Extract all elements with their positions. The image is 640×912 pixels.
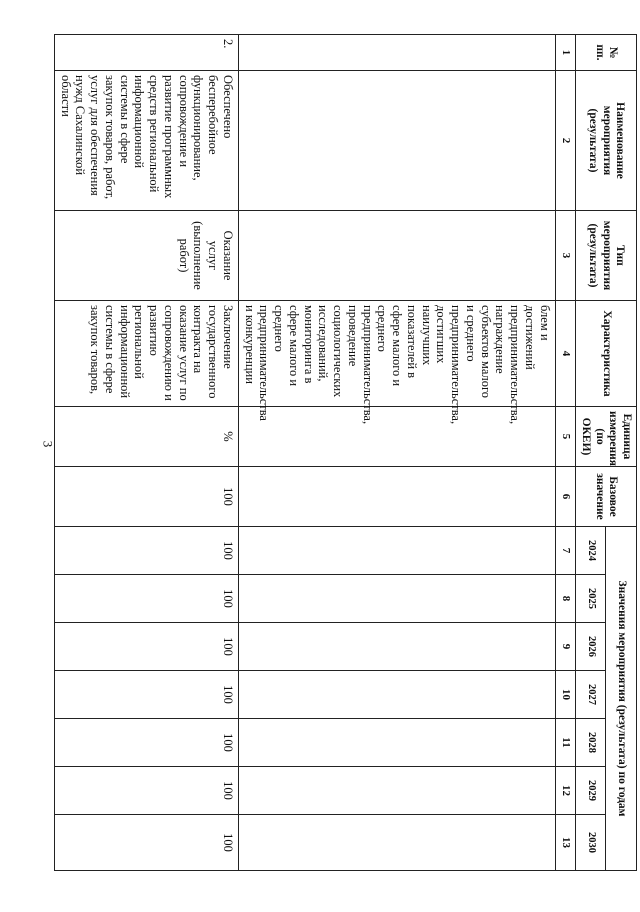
cell-num bbox=[239, 35, 556, 71]
cell-value bbox=[239, 575, 556, 623]
cell-value bbox=[239, 767, 556, 815]
cell-value bbox=[239, 671, 556, 719]
cell-value: 100 bbox=[55, 815, 239, 871]
plan-table bbox=[54, 34, 637, 871]
cell-name bbox=[239, 71, 556, 211]
header-year: 2029 bbox=[575, 767, 606, 815]
rotated-table-frame bbox=[58, 34, 637, 870]
header-characteristic: Характеристика bbox=[575, 301, 636, 407]
header-year: 2026 bbox=[575, 623, 606, 671]
cell-characteristic: блем и достижений предпринимательства, награждение субъектов малого и среднего предпринимательства, достигших наилучших показателей в сфере малого и среднего предпринимательства, проведение социологических исследований, мониторинга в сфере малого и среднего предпринимательства и конкуренции bbox=[239, 301, 556, 407]
header-num: № пп. bbox=[575, 35, 636, 71]
header-year: 2027 bbox=[575, 671, 606, 719]
header-type: Тип мероприятия (результата) bbox=[575, 211, 636, 301]
column-number: 12 bbox=[555, 767, 575, 815]
column-number: 6 bbox=[555, 467, 575, 527]
cell-value: 100 bbox=[55, 767, 239, 815]
header-unit: Единица измерения (по ОКЕИ) bbox=[575, 407, 636, 467]
header-year: 2024 bbox=[575, 527, 606, 575]
header-base: Базовое значение bbox=[575, 467, 636, 527]
column-number: 13 bbox=[555, 815, 575, 871]
cell-value bbox=[239, 527, 556, 575]
page-number: 3 bbox=[40, 440, 56, 448]
cell-base: 100 bbox=[55, 467, 239, 527]
cell-characteristic: Заключение государственного контракта на оказание услуг по сопровождению и развитию региональной информационной системы в сфере закупок товаров, bbox=[55, 301, 239, 407]
cell-value: 100 bbox=[55, 527, 239, 575]
cell-type bbox=[239, 211, 556, 301]
cell-value bbox=[239, 623, 556, 671]
column-number: 7 bbox=[555, 527, 575, 575]
column-number: 2 bbox=[555, 71, 575, 211]
cell-value bbox=[239, 719, 556, 767]
table-row bbox=[55, 35, 239, 871]
cell-type: Оказание услуг (выполнение работ) bbox=[55, 211, 239, 301]
cell-base bbox=[239, 467, 556, 527]
table-row bbox=[239, 35, 556, 871]
column-number: 4 bbox=[555, 301, 575, 407]
cell-value bbox=[239, 815, 556, 871]
header-year: 2025 bbox=[575, 575, 606, 623]
cell-value: 100 bbox=[55, 623, 239, 671]
header-name: Наименование мероприятия (результата) bbox=[575, 71, 636, 211]
cell-name: Обеспечено бесперебойное функционирование, сопровождение и развитие программных средств региональной информационной системы в сфере закупок товаров, работ, услуг для обеспечения нужд Сахалинской области bbox=[55, 71, 239, 211]
column-number: 9 bbox=[555, 623, 575, 671]
cell-unit: % bbox=[55, 407, 239, 467]
cell-num: 2. bbox=[55, 35, 239, 71]
cell-value: 100 bbox=[55, 575, 239, 623]
column-number: 8 bbox=[555, 575, 575, 623]
column-number: 11 bbox=[555, 719, 575, 767]
header-values-group: Значения мероприятия (результата) по годам bbox=[606, 527, 637, 871]
column-number: 1 bbox=[555, 35, 575, 71]
header-year: 2030 bbox=[575, 815, 606, 871]
column-number: 3 bbox=[555, 211, 575, 301]
column-number: 5 bbox=[555, 407, 575, 467]
column-number: 10 bbox=[555, 671, 575, 719]
header-year: 2028 bbox=[575, 719, 606, 767]
cell-value: 100 bbox=[55, 719, 239, 767]
cell-value: 100 bbox=[55, 671, 239, 719]
